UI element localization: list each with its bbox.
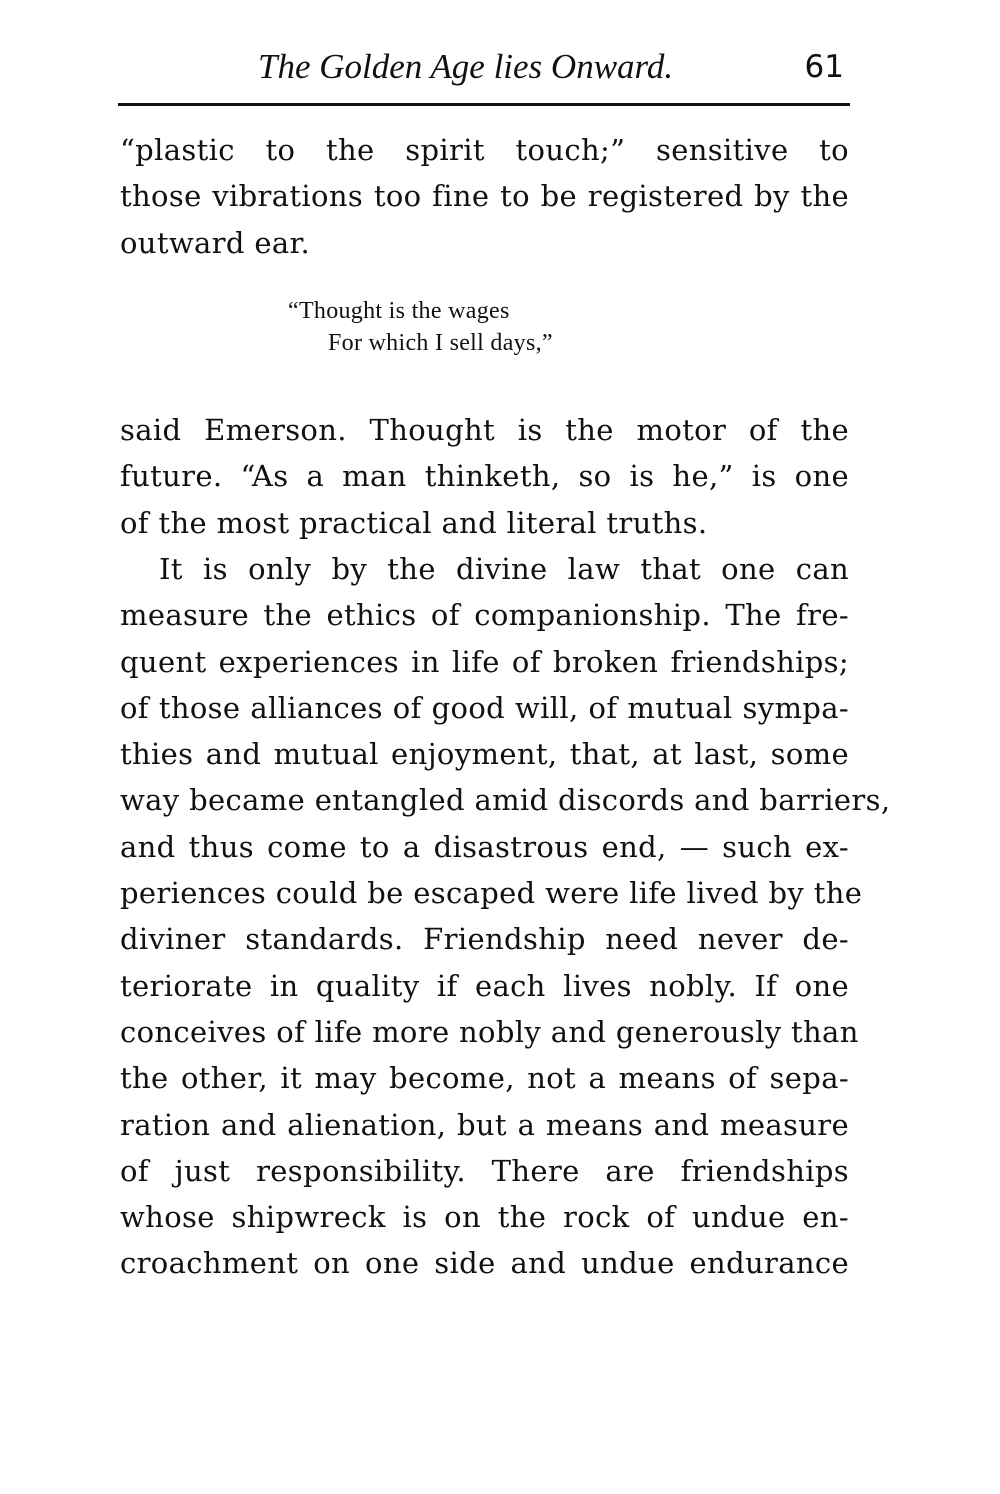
text-line: of the most practical and literal truths. [120, 505, 708, 540]
text-line: of just responsibility. There are friendships [120, 1153, 849, 1188]
text-line: outward ear. [120, 225, 311, 260]
verse-line: “Thought is the wages [288, 298, 510, 324]
text-line: future. “As a man thinketh, so is he,” is one [120, 459, 849, 494]
running-title: The Golden Age lies Onward. [258, 47, 674, 86]
verse-quotation [288, 295, 553, 359]
paragraph-continuation [120, 127, 849, 266]
paragraph-after-verse [120, 407, 849, 546]
text-line: measure the ethics of companionship. The fre- [120, 598, 849, 633]
text-line: those vibrations too fine to be registered by the [120, 179, 849, 214]
page-number: 61 [804, 49, 844, 85]
text-line: whose shipwreck is on the rock of undue en- [120, 1200, 849, 1235]
text-line: way became entangled amid discords and barriers, [120, 783, 891, 818]
text-line: periences could be escaped were life lived by the [120, 876, 863, 911]
text-line: of those alliances of good will, of mutual sympa- [120, 690, 849, 725]
text-line: ration and alienation, but a means and measure [120, 1107, 849, 1142]
text-line: thies and mutual enjoyment, that, at last, some [120, 737, 849, 772]
text-line: diviner standards. Friendship need never de- [120, 922, 849, 957]
text-line: said Emerson. Thought is the motor of the [120, 413, 849, 447]
paragraph-friendship [120, 546, 891, 1287]
verse-line: For which I sell days,” [328, 330, 553, 356]
text-line: the other, it may become, not a means of sepa- [120, 1061, 849, 1096]
text-line: croachment on one side and undue endurance [120, 1246, 849, 1281]
text-line: It is only by the divine law that one can [159, 552, 849, 586]
text-line: teriorate in quality if each lives nobly. If one [120, 968, 849, 1003]
text-line: “plastic to the spirit touch;” sensitive to [120, 133, 849, 167]
running-head [118, 42, 850, 92]
text-line: and thus come to a disastrous end, — such ex- [120, 829, 849, 864]
text-line: quent experiences in life of broken friendships; [120, 644, 849, 679]
header-rule [118, 103, 850, 106]
text-line: conceives of life more nobly and generously than [120, 1014, 859, 1049]
